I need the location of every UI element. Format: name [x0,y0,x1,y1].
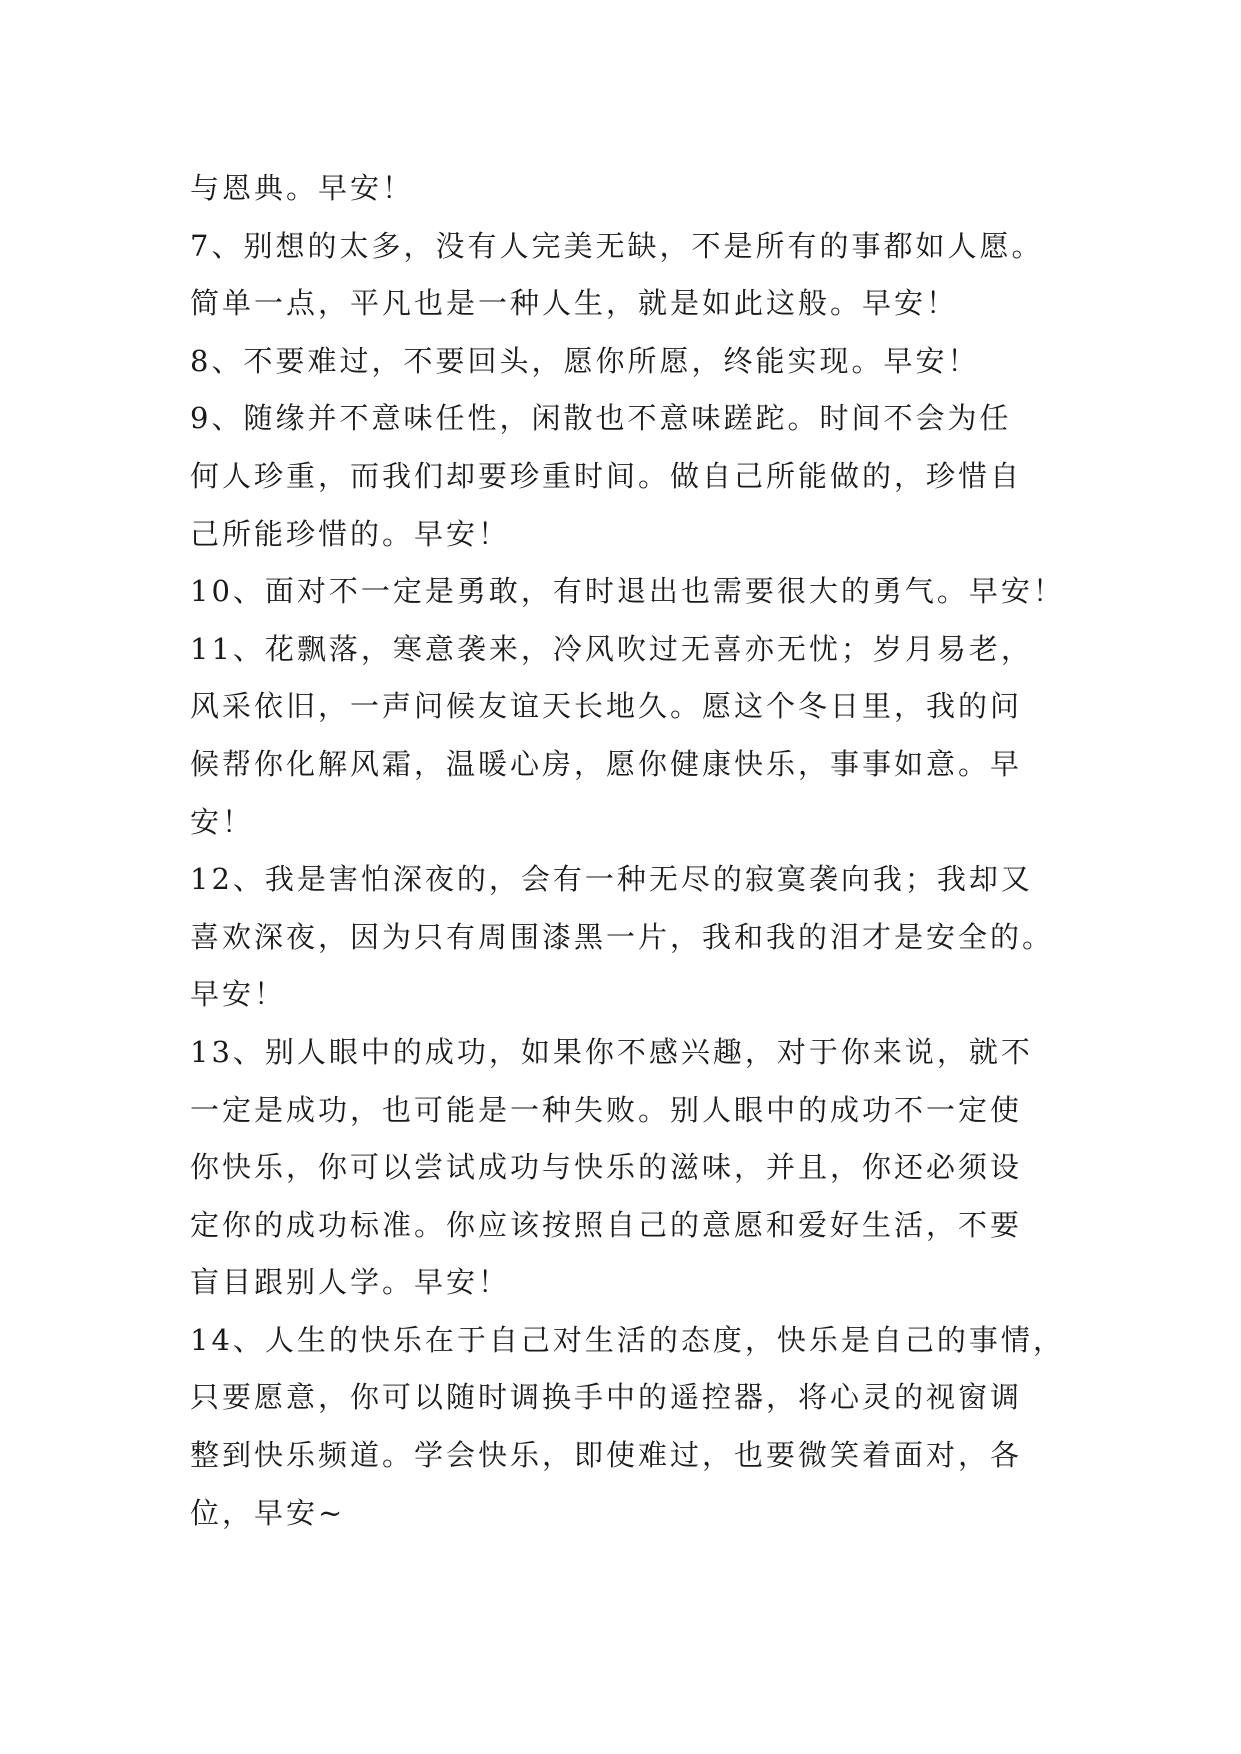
text-line: 14、人生的快乐在于自己对生活的态度，快乐是自己的事情， [190,1322,1065,1357]
text-line: 己所能珍惜的。早安！ [190,516,511,551]
text-line: 喜欢深夜，因为只有周围漆黑一片，我和我的泪才是安全的。 [190,919,1055,954]
text-line: 与恩典。早安！ [190,171,415,205]
text-line: 何人珍重，而我们却要珍重时间。做自己所能做的，珍惜自 [190,458,1023,493]
text-line: 早安！ [190,977,287,1012]
text-line: 安！ [190,804,255,839]
text-line: 风采依旧，一声问候友谊天长地久。愿这个冬日里，我的问 [190,689,1023,724]
text-line: 9、随缘并不意味任性，闲散也不意味蹉跎。时间不会为任 [190,401,1012,436]
text-line: 只要愿意，你可以随时调换手中的遥控器，将心灵的视窗调 [190,1380,1023,1415]
text-line: 7、别想的太多，没有人完美无缺，不是所有的事都如人愿。 [190,228,1044,263]
text-line: 候帮你化解风霜，温暖心房，愿你健康快乐，事事如意。早 [190,746,1023,781]
text-line: 13、别人眼中的成功，如果你不感兴趣，对于你来说，就不 [190,1034,1033,1069]
text-line: 一定是成功，也可能是一种失败。别人眼中的成功不一定使 [190,1092,1023,1127]
text-line: 位，早安~ [190,1495,346,1530]
document-body [190,160,1070,1542]
text-line: 定你的成功标准。你应该按照自己的意愿和爱好生活，不要 [190,1207,1023,1242]
text-line: 10、面对不一定是勇敢，有时退出也需要很大的勇气。早安！ [190,574,1065,609]
text-line: 整到快乐频道。学会快乐，即使难过，也要微笑着面对，各 [190,1438,1023,1473]
text-line: 简单一点，平凡也是一种人生，就是如此这般。早安！ [190,286,959,321]
text-line: 11、花飘落，寒意袭来，冷风吹过无喜亦无忧；岁月易老， [190,631,1033,666]
text-line: 你快乐，你可以尝试成功与快乐的滋味，并且，你还必须设 [190,1150,1023,1185]
text-line: 12、我是害怕深夜的，会有一种无尽的寂寞袭向我；我却又 [190,862,1033,897]
text-line: 盲目跟别人学。早安！ [190,1265,511,1300]
text-line: 8、不要难过，不要回头，愿你所愿，终能实现。早安！ [190,343,980,378]
